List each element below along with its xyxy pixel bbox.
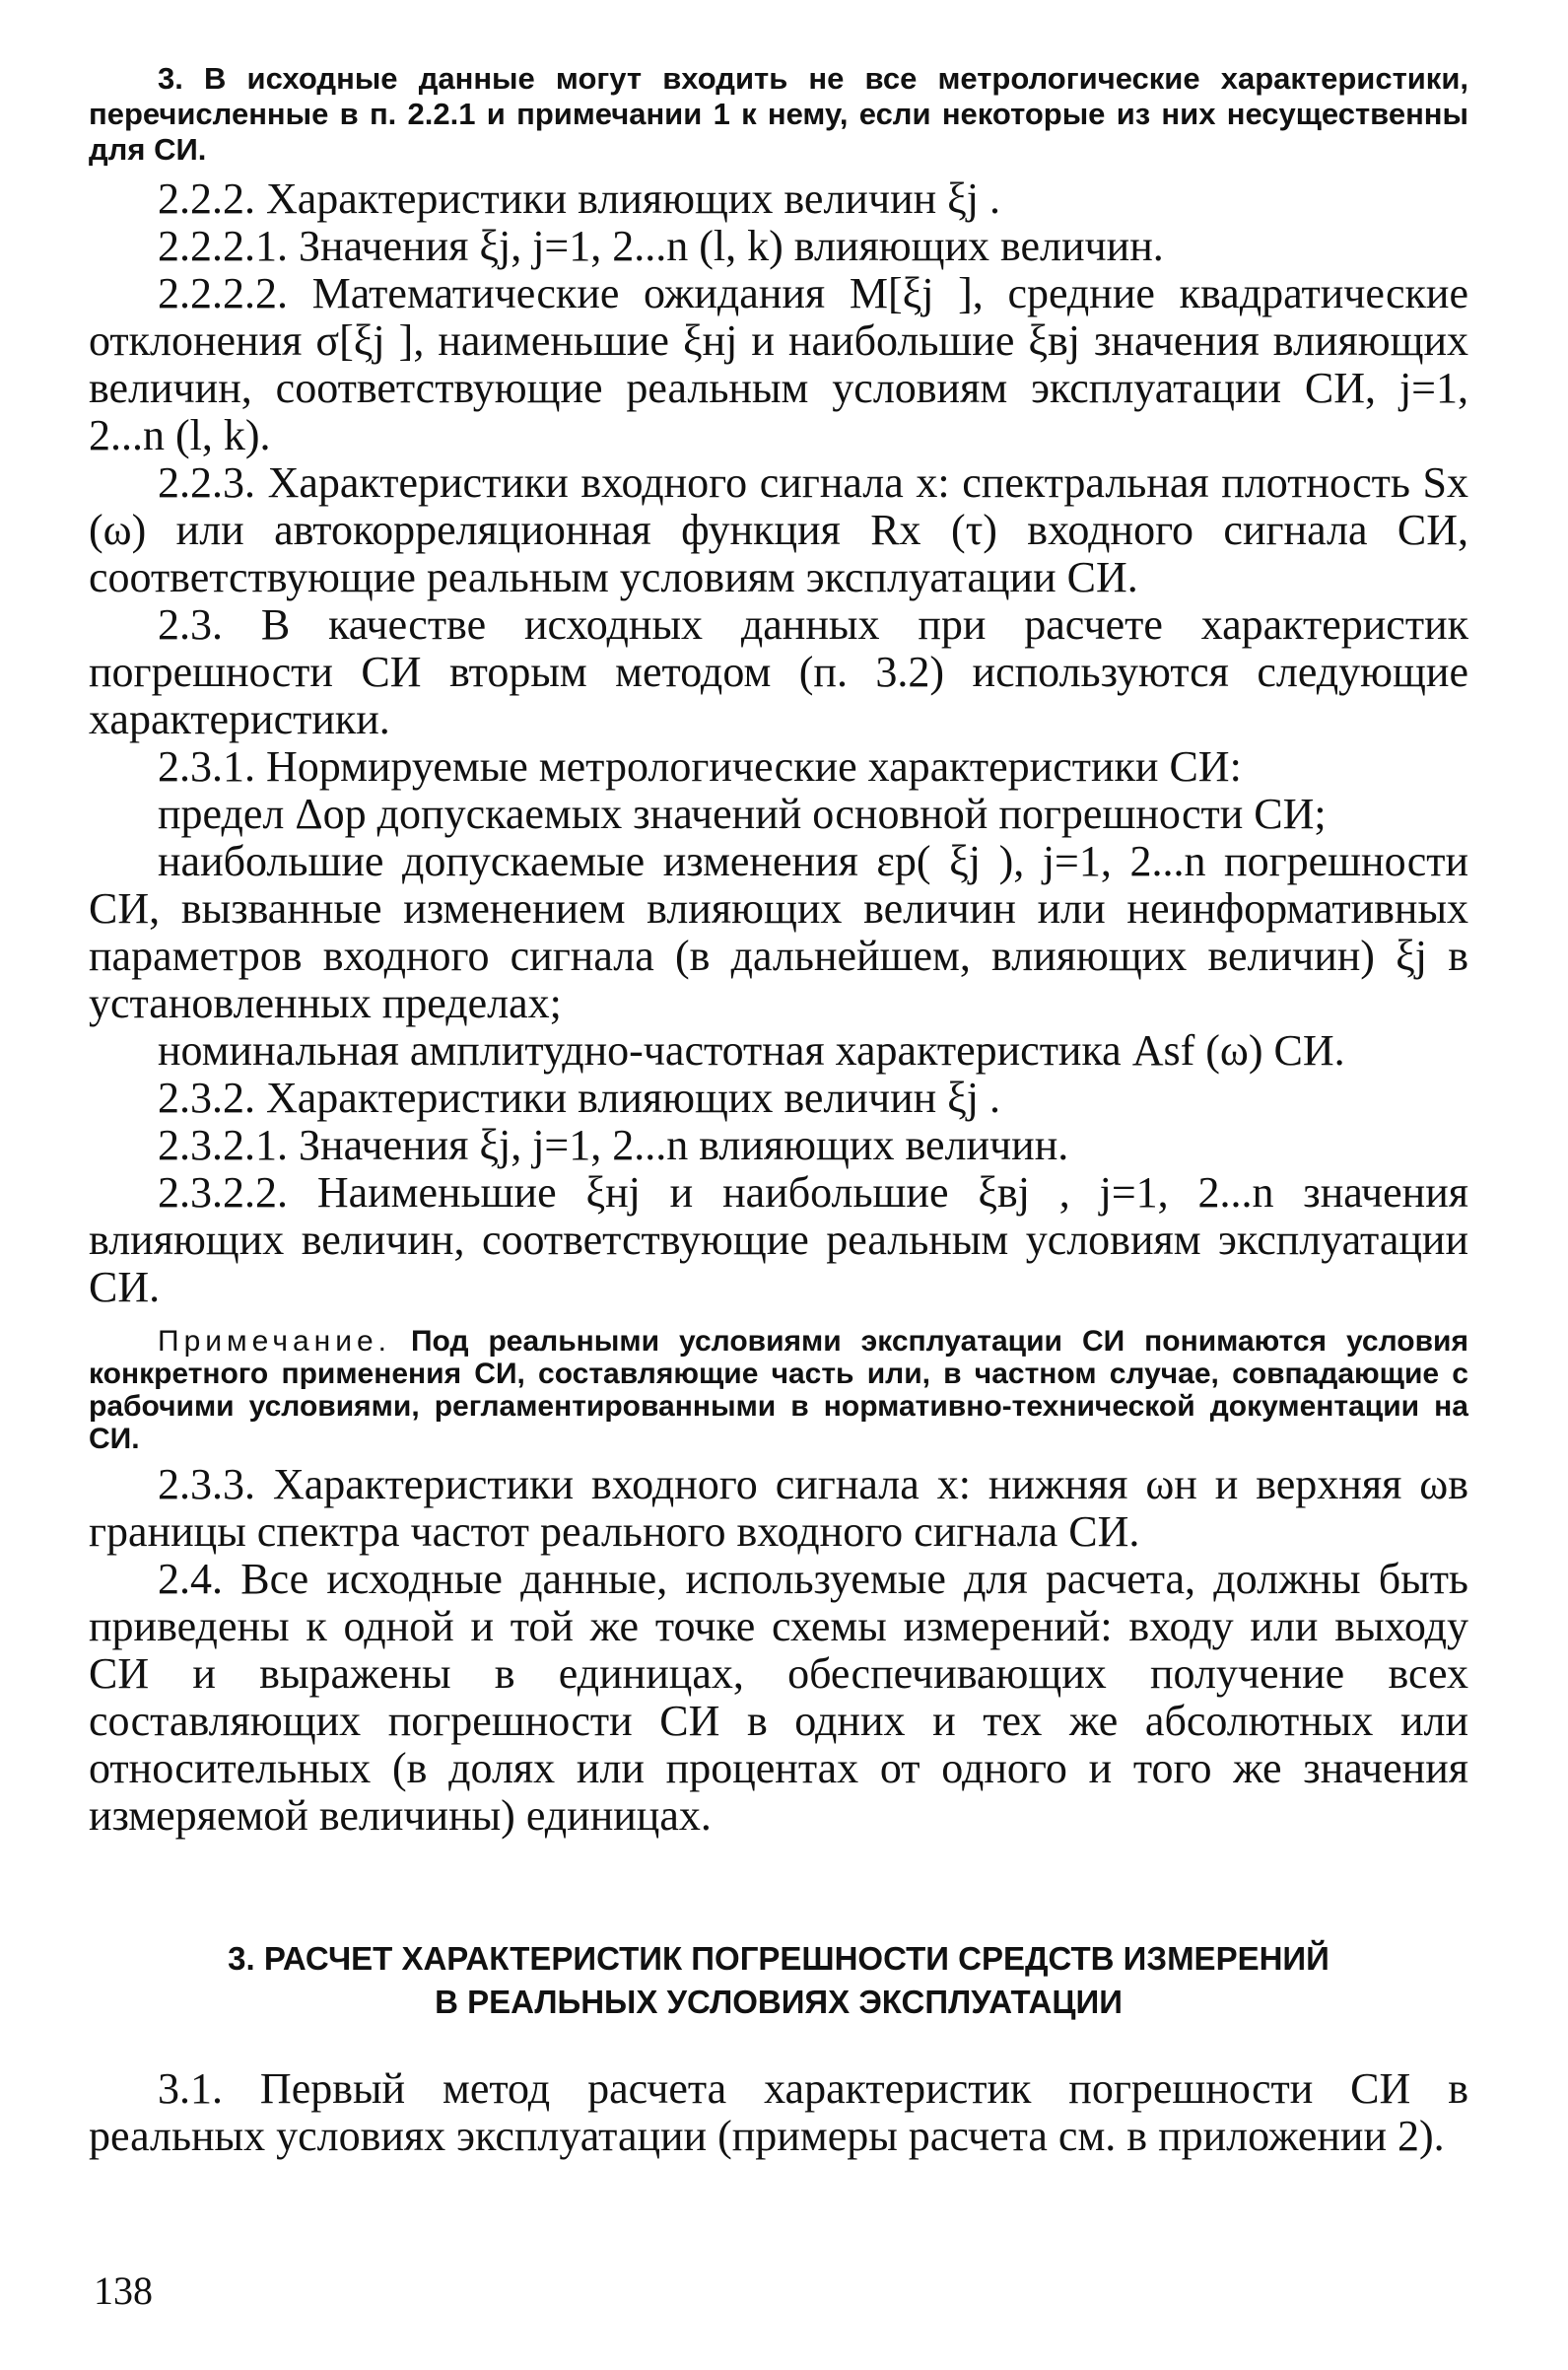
paragraph-2-2-2-1: 2.2.2.1. Значения ξj, j=1, 2...n (l, k) влияющих величин. — [158, 222, 1164, 270]
paragraph-2-2-2-2: 2.2.2.2. Математические ожидания M[ξj ], средние квадратические отклонения σ[ξj ], наименьшие ξнj и наибольшие ξвj значения влияющих величин, соответствующие реальным условиям эксплуатации СИ, j=1, 2...n (l, k). — [89, 269, 1468, 459]
paragraph-2-3-3: 2.3.3. Характеристики входного сигнала x: нижняя ωн и верхняя ωв границы спектра частот реального входного сигнала СИ. — [89, 1460, 1468, 1556]
paragraph-2-3-1-b: наибольшие допускаемые изменения εp( ξj ), j=1, 2...n погрешности СИ, вызванные изменением влияющих величин или неинформативных параметров входного сигнала (в дальнейшем, влияющих величин) ξj в установленных пределах; — [89, 837, 1468, 1027]
paragraph-2-3-2-1: 2.3.2.1. Значения ξj, j=1, 2...n влияющих величин. — [158, 1121, 1069, 1169]
page-number: 138 — [94, 2268, 153, 2313]
paragraph-2-2-2: 2.2.2. Характеристики влияющих величин ξj . — [158, 174, 1001, 223]
paragraph-2-3-2-2: 2.3.2.2. Наименьшие ξнj и наибольшие ξвj , j=1, 2...n значения влияющих величин, соответствующие реальным условиям эксплуатации СИ. — [89, 1168, 1468, 1311]
paragraph-2-3-1: 2.3.1. Нормируемые метрологические характеристики СИ: — [158, 742, 1242, 791]
paragraph-2-3: 2.3. В качестве исходных данных при расчете характеристик погрешности СИ вторым методом (п. 3.2) используются следующие характеристики. — [89, 600, 1468, 743]
heading-line-2: В РЕАЛЬНЫХ УСЛОВИЯХ ЭКСПЛУАТАЦИИ — [435, 1984, 1123, 2020]
note-3-paragraph: 3. В исходные данные могут входить не все метрологические характеристики, перечисленные в п. 2.2.1 и примечании 1 к нему, если некоторые из них несущественны для СИ. — [89, 61, 1468, 167]
section-2-2-2-block — [89, 175, 1468, 1840]
paragraph-3-1: 3.1. Первый метод расчета характеристик погрешности СИ в реальных условиях эксплуатации (примеры расчета см. в приложении 2). — [89, 2064, 1468, 2160]
paragraph-2-3-2: 2.3.2. Характеристики влияющих величин ξj . — [158, 1074, 1001, 1122]
paragraph-2-4: 2.4. Все исходные данные, используемые для расчета, должны быть приведены к одной и той же точке схемы измерений: входу или выходу СИ и выражены в единицах, обеспечивающих получение всех составляющих погрешности СИ в одних и тех же абсолютных или относительных (в долях или процентах от одного и того же значения измеряемой величины) единицах. — [89, 1555, 1468, 1840]
paragraph-2-2-3: 2.2.3. Характеристики входного сигнала x: спектральная плотность Sx (ω) или автокорреляционная функция Rx (τ) входного сигнала СИ, соответствующие реальным условиям эксплуатации СИ. — [89, 458, 1468, 601]
note-text: Под реальными условиями эксплуатации СИ понимаются условия конкретного применения СИ, составляющие часть или, в частном случае, совпадающие с рабочими условиями, регламентированными в нормативно-технической документации на СИ. — [89, 1325, 1468, 1455]
note-3-block — [89, 61, 1468, 168]
paragraph-2-3-1-a: предел Δop допускаемых значений основной погрешности СИ; — [158, 790, 1327, 838]
section-3-1-block — [89, 2065, 1468, 2160]
note-label: Примечание. — [158, 1325, 391, 1358]
heading-line-1: 3. РАСЧЕТ ХАРАКТЕРИСТИК ПОГРЕШНОСТИ СРЕДСТВ ИЗМЕРЕНИЙ — [228, 1940, 1329, 1977]
note-paragraph — [89, 1325, 1468, 1455]
section-3-heading — [89, 1937, 1468, 2024]
paragraph-2-3-1-c: номинальная амплитудно-частотная характеристика Asf (ω) СИ. — [158, 1026, 1345, 1075]
